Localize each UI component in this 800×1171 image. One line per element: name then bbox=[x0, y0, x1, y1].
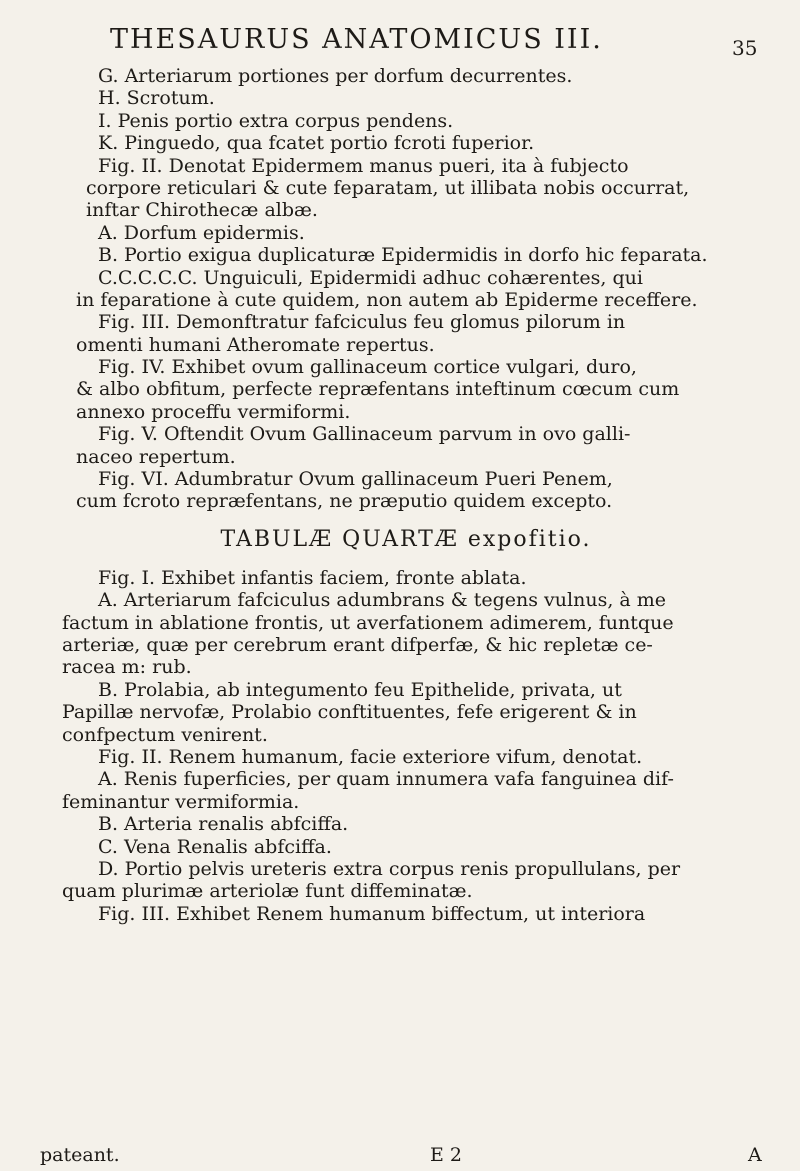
text-line: Fig. II. Denotat Epidermem manus pueri, ita à fubjecto bbox=[98, 154, 629, 177]
last-line: pateant. bbox=[40, 1144, 120, 1166]
text-line: cum fcroto repræfentans, ne præputio quidem excepto. bbox=[76, 490, 613, 513]
text-line: Fig. V. Oftendit Ovum Gallinaceum parvum in ovo galli- bbox=[98, 423, 631, 446]
text-line: corpore reticulari & cute feparatam, ut illibata nobis occurrat, bbox=[86, 176, 690, 199]
text-line: feminantur vermiformia. bbox=[62, 790, 300, 813]
text-line: Fig. II. Renem humanum, facie exteriore vifum, denotat. bbox=[98, 745, 643, 768]
text-line: factum in ablatione frontis, ut averfationem adimerem, funtque bbox=[62, 611, 674, 634]
text-line: K. Pinguedo, qua fcatet portio fcroti fuperior. bbox=[98, 132, 535, 155]
section-heading: TABULÆ QUARTÆ expofitio. bbox=[220, 526, 592, 552]
text-line: A. Dorfum epidermis. bbox=[98, 221, 305, 244]
text-line: D. Portio pelvis ureteris extra corpus renis propullulans, per bbox=[98, 857, 681, 880]
catchword: A bbox=[748, 1144, 762, 1166]
text-line: racea m: rub. bbox=[62, 656, 192, 679]
text-line: Fig. III. Exhibet Renem humanum biffectum, ut interiora bbox=[98, 902, 646, 925]
text-line: G. Arteriarum portiones per dorfum decurrentes. bbox=[98, 65, 573, 87]
text-line: H. Scrotum. bbox=[98, 87, 215, 110]
text-line: A. Renis fuperficies, per quam innumera vafa fanguinea dif- bbox=[98, 768, 674, 791]
text-line: C. Vena Renalis abfciffa. bbox=[98, 835, 332, 858]
text-line: Fig. VI. Adumbratur Ovum gallinaceum Pueri Penem, bbox=[98, 468, 613, 491]
text-line: Fig. I. Exhibet infantis faciem, fronte ablata. bbox=[98, 566, 527, 589]
text-line: in feparatione à cute quidem, non autem ab Epiderme receffere. bbox=[76, 288, 698, 311]
text-line: B. Prolabia, ab integumento feu Epithelide, privata, ut bbox=[98, 678, 622, 701]
text-line: Fig. IV. Exhibet ovum gallinaceum cortice vulgari, duro, bbox=[98, 356, 637, 379]
text-line: B. Arteria renalis abfciffa. bbox=[98, 813, 349, 836]
text-line: B. Portio exigua duplicaturæ Epidermidis in dorfo hic feparata. bbox=[98, 244, 708, 267]
text-line: arteriæ, quæ per cerebrum erant difperfæ, & hic repletæ ce- bbox=[62, 633, 653, 656]
signature-mark: E 2 bbox=[430, 1144, 462, 1166]
text-line: annexo proceffu vermiformi. bbox=[76, 400, 351, 423]
text-line: I. Penis portio extra corpus pendens. bbox=[98, 109, 454, 132]
text-line: naceo repertum. bbox=[76, 445, 236, 468]
text-line: inftar Chirothecæ albæ. bbox=[86, 199, 318, 222]
text-line: omenti humani Atheromate repertus. bbox=[76, 333, 435, 356]
text-line: Papillæ nervofæ, Prolabio conftituentes, fefe erigerent & in bbox=[62, 701, 637, 724]
text-line: C.C.C.C.C. Unguiculi, Epidermidi adhuc cohærentes, qui bbox=[98, 266, 643, 289]
text-line: Fig. III. Demonftratur fafciculus feu glomus pilorum in bbox=[98, 311, 626, 334]
text-line: confpectum venirent. bbox=[62, 723, 268, 746]
text-body bbox=[40, 65, 772, 925]
text-line: quam plurimæ arteriolæ funt diffeminatæ. bbox=[62, 880, 473, 903]
page-number: 35 bbox=[732, 36, 758, 60]
text-line: A. Arteriarum fafciculus adumbrans & tegens vulnus, à me bbox=[98, 589, 667, 612]
running-title: THESAURUS ANATOMICUS III. bbox=[110, 24, 603, 55]
text-line: & albo obfitum, perfecte repræfentans inteftinum cœcum cum bbox=[76, 378, 680, 401]
